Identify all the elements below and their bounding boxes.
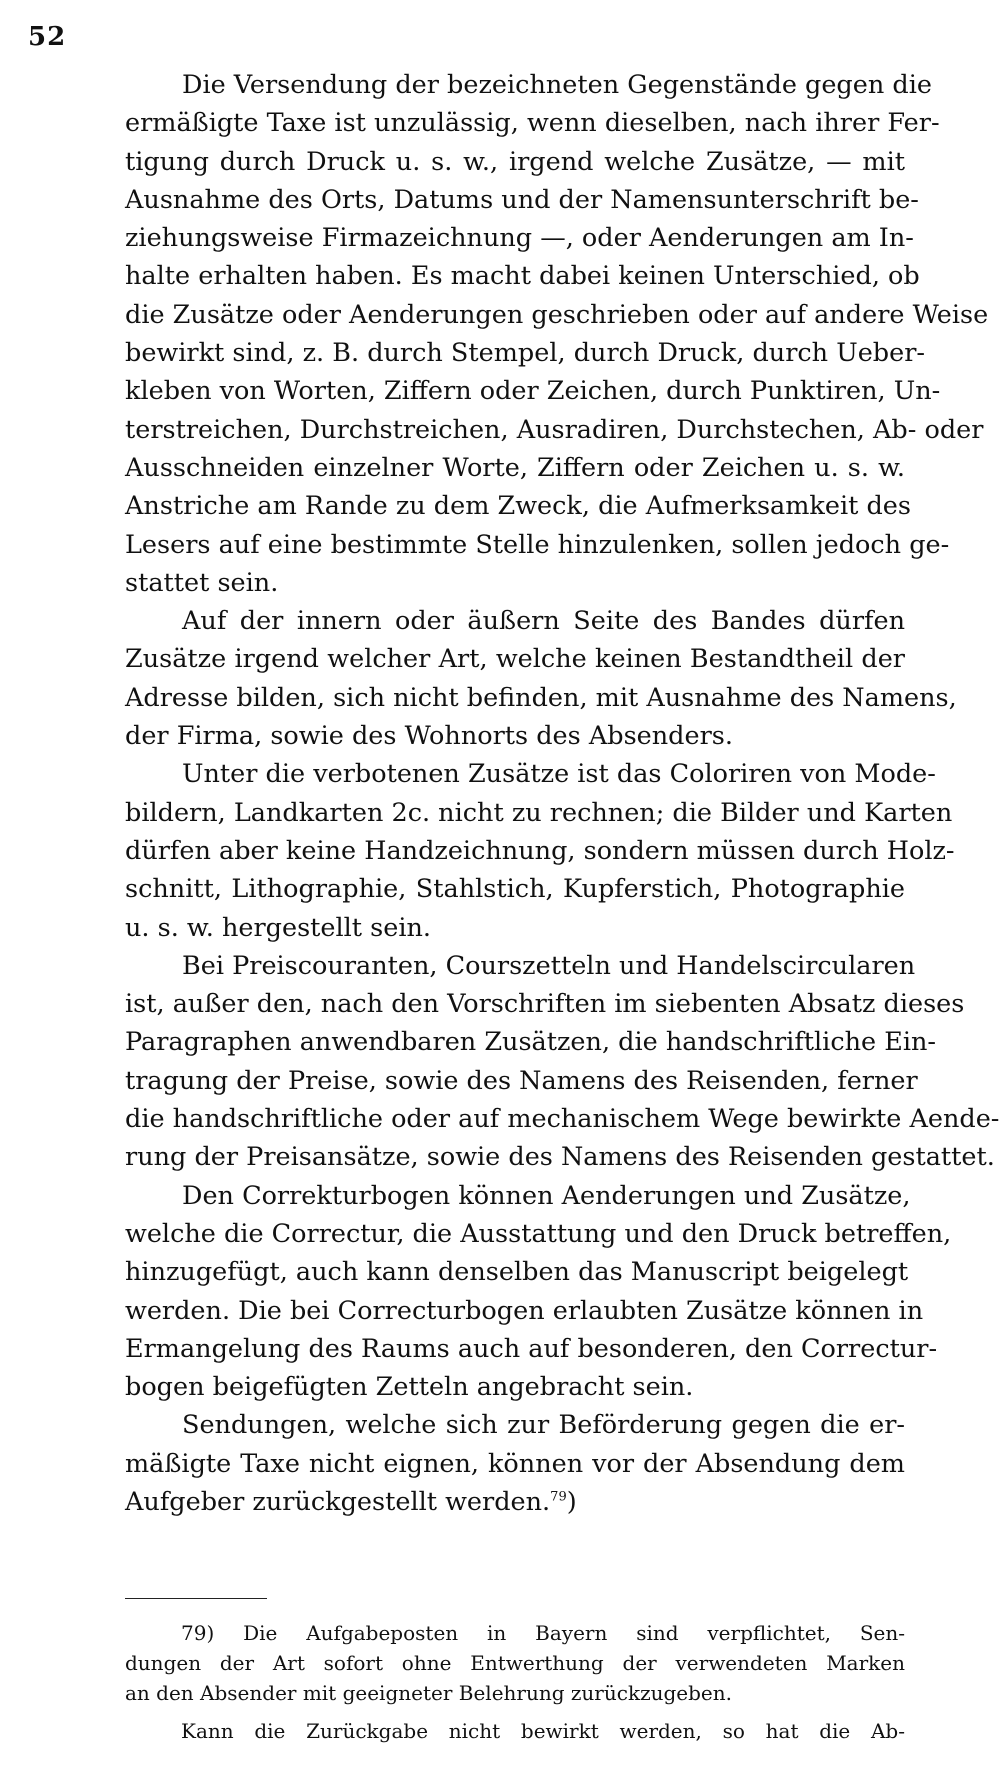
text-line: Bei Preiscouranten, Courszetteln und Handelscircularen <box>182 950 916 981</box>
text-line: mäßigte Taxe nicht eignen, können vor der Absendung dem <box>125 1448 905 1479</box>
text-line: werden. Die bei Correcturbogen erlaubten Zusätze können in <box>125 1295 924 1326</box>
text-line: hinzugefügt, auch kann denselben das Manuscript beigelegt <box>125 1257 909 1288</box>
paragraph-versendung <box>125 66 989 602</box>
paragraph-band <box>125 602 957 755</box>
text-line: rung der Preisansätze, sowie des Namens des Reisenden gestattet. <box>125 1142 995 1173</box>
text-line: Adresse bilden, sich nicht befinden, mit Ausnahme des Namens, <box>125 682 957 713</box>
text-line: Ausnahme des Orts, Datums und der Namensunterschrift be- <box>125 184 919 215</box>
page-number: 52 <box>28 22 67 52</box>
paragraph-coloriren <box>125 755 955 946</box>
text-line: u. s. w. hergestellt sein. <box>125 912 432 943</box>
footnote-line: an den Absender mit geeigneter Belehrung zurückzugeben. <box>125 1681 733 1705</box>
text-line <box>125 1483 905 1521</box>
text-line: bogen beigefügten Zetteln angebracht sein. <box>125 1372 694 1403</box>
text-line: ist, außer den, nach den Vorschriften im siebenten Absatz dieses <box>125 989 965 1020</box>
text-line: Sendungen, welche sich zur Beförderung gegen die er- <box>182 1410 905 1441</box>
text-line: Anstriche am Rande zu dem Zweck, die Aufmerksamkeit des <box>125 491 911 522</box>
text-line: dürfen aber keine Handzeichnung, sondern müssen durch Holz- <box>125 835 955 866</box>
paragraph-sendungen <box>125 1406 905 1521</box>
text-line: Zusätze irgend welcher Art, welche keinen Bestandtheil der <box>125 644 905 675</box>
footnote-divider <box>125 1598 267 1599</box>
text-line-content: Aufgeber zurückgestellt werden. <box>125 1486 551 1517</box>
footnote-reference[interactable]: 79 <box>550 1489 567 1505</box>
footnote-79 <box>125 1618 905 1708</box>
text-line: Paragraphen anwendbaren Zusätzen, die handschriftliche Ein- <box>125 1027 937 1058</box>
text-line: Die Versendung der bezeichneten Gegenstände gegen die <box>182 70 932 100</box>
text-line: kleben von Worten, Ziffern oder Zeichen, durch Punktiren, Un- <box>125 376 941 407</box>
text-line: Ermangelung des Raums auch auf besonderen, den Correctur- <box>125 1333 938 1364</box>
text-line: Lesers auf eine bestimmte Stelle hinzulenken, sollen jedoch ge- <box>125 529 950 560</box>
closing-parenthesis: ) <box>566 1486 577 1517</box>
text-line: die handschriftliche oder auf mechanischem Wege bewirkte Aende- <box>125 1104 999 1135</box>
text-line: stattet sein. <box>125 567 279 598</box>
text-line: bildern, Landkarten 2c. nicht zu rechnen; die Bilder und Karten <box>125 797 953 828</box>
text-line: Unter die verbotenen Zusätze ist das Coloriren von Mode- <box>182 759 936 790</box>
footnote-continuation <box>125 1716 905 1746</box>
text-line: tigung durch Druck u. s. w., irgend welche Zusätze, — mit <box>125 146 905 177</box>
footnote-line: dungen der Art sofort ohne Entwerthung der verwendeten Marken <box>125 1651 905 1675</box>
text-line: ermäßigte Taxe ist unzulässig, wenn dieselben, nach ihrer Fer- <box>125 108 940 139</box>
text-line: tragung der Preise, sowie des Namens des Reisenden, ferner <box>125 1065 918 1096</box>
text-line: terstreichen, Durchstreichen, Ausradiren, Durchstechen, Ab- oder <box>125 414 984 445</box>
text-line: die Zusätze oder Aenderungen geschrieben oder auf andere Weise <box>125 299 989 330</box>
text-line: schnitt, Lithographie, Stahlstich, Kupferstich, Photographie <box>125 874 905 905</box>
text-line: bewirkt sind, z. B. durch Stempel, durch Druck, durch Ueber- <box>125 338 926 369</box>
footnote-line: 79) Die Aufgabeposten in Bayern sind verpflichtet, Sen- <box>181 1621 905 1645</box>
footnotes <box>125 1618 905 1746</box>
text-line: Den Correkturbogen können Aenderungen und Zusätze, <box>182 1180 911 1211</box>
paragraph-preiscouranten <box>125 947 999 1177</box>
text-line: Auf der innern oder äußern Seite des Bandes dürfen <box>182 606 905 637</box>
body-text <box>125 66 999 1521</box>
footnote-line: Kann die Zurückgabe nicht bewirkt werden, so hat die Ab- <box>181 1719 905 1743</box>
text-line: welche die Correctur, die Ausstattung und den Druck betreffen, <box>125 1218 952 1249</box>
text-line: halte erhalten haben. Es macht dabei keinen Unterschied, ob <box>125 261 920 292</box>
text-line: ziehungsweise Firmazeichnung —, oder Aenderungen am In- <box>125 223 914 254</box>
paragraph-correkturbogen <box>125 1177 952 1407</box>
text-line: der Firma, sowie des Wohnorts des Absenders. <box>125 721 733 752</box>
text-line: Ausschneiden einzelner Worte, Ziffern oder Zeichen u. s. w. <box>125 452 905 483</box>
